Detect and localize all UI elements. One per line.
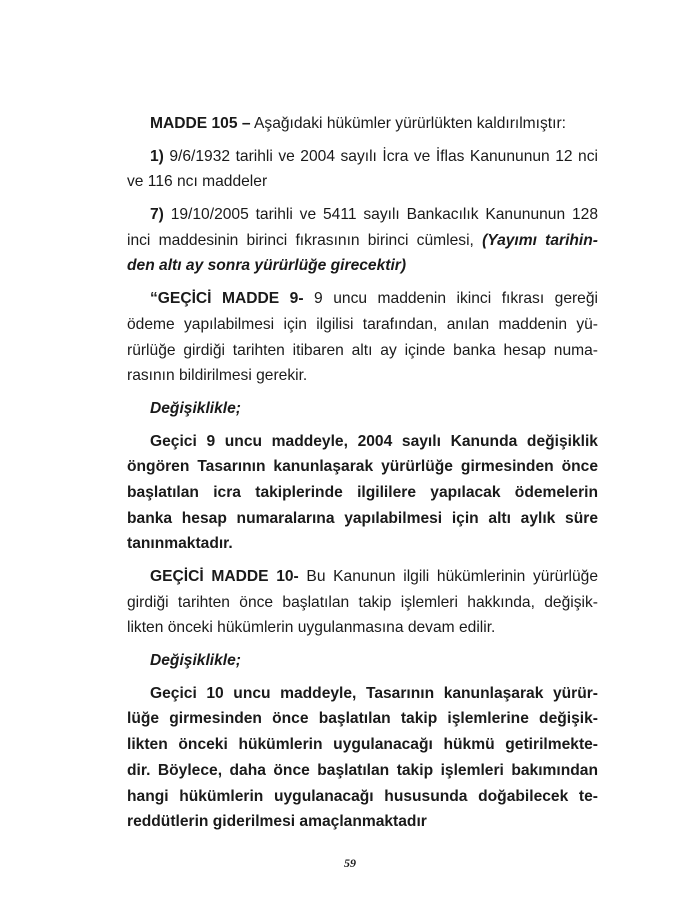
text-run: ve 116 ncı maddeler [127, 173, 268, 191]
text-line [127, 758, 598, 784]
text-line [127, 506, 598, 532]
text-line [127, 144, 598, 170]
paragraph-madde-105-item-7 [127, 202, 598, 279]
document-body [127, 111, 598, 842]
paragraph-degisiklikle-heading-1 [127, 396, 598, 422]
text-line [127, 732, 598, 758]
emphasized-text: Geçici 10 uncu maddeyle, Tasarının kanunlaşarak yürür- [150, 684, 598, 702]
text-line [127, 480, 598, 506]
text-line [127, 784, 598, 810]
text-line [127, 531, 598, 557]
text-run: Bu Kanunun ilgili hükümlerinin yürürlüğe [298, 568, 598, 585]
text-run: rürlüğe girdiği tarihten itibaren altı ay içinde banka hesap numa- [127, 341, 598, 359]
text-run: 9/6/1932 tarihli ve 2004 sayılı İcra ve İflas Kanununun 12 nci [163, 147, 598, 165]
emphasized-text: GEÇİCİ MADDE 10- [150, 568, 299, 585]
text-line [127, 202, 598, 228]
text-line [127, 706, 598, 732]
emphasized-text: banka hesap numaralarına yapılabilmesi için altı aylık süre [127, 509, 598, 527]
text-line [127, 253, 598, 279]
text-run: ödeme yapılabilmesi için ilgilisi tarafından, anılan maddenin yü- [127, 315, 598, 333]
text-line [127, 615, 598, 641]
emphasized-text: MADDE 105 – [150, 115, 251, 132]
emphasized-text: lüğe girmesinden önce başlatılan takip işlemlerine değişik- [127, 710, 598, 728]
paragraph-gecici-madde-10 [127, 564, 598, 641]
text-line [127, 338, 598, 364]
text-run: inci maddesinin birinci fıkrasının birinci cümlesi, [127, 231, 483, 249]
emphasized-text: dir. Böylece, daha önce başlatılan takip işlemleri bakımından [127, 761, 598, 779]
emphasized-text: başlatılan icra takiplerinde ilgililere yapılacak ödemelerin [127, 483, 598, 501]
emphasized-text: 1) [150, 147, 164, 165]
page-number: 59 [344, 856, 356, 870]
emphasized-text: likten önceki hükümlerin uygulanacağı hükmü getirilmekte- [127, 736, 598, 754]
emphasized-text: Geçici 9 uncu maddeyle, 2004 sayılı Kanunda değişiklik [150, 432, 598, 450]
paragraph-gecici-9-explanation [127, 429, 598, 557]
text-run: rasının bildirilmesi gerekir. [127, 367, 308, 385]
paragraph-madde-105-item-1 [127, 144, 598, 195]
text-line [127, 590, 598, 616]
emphasized-text: den altı ay sonra yürürlüğe girecektir) [127, 257, 407, 275]
text-line [127, 363, 598, 389]
emphasized-text: 7) [150, 206, 164, 224]
emphasized-text: hangi hükümlerin uygulanacağı hususunda doğabilecek te- [127, 787, 598, 805]
emphasized-text: öngören Tasarının kanunlaşarak yürürlüğe girmesinden önce [127, 458, 598, 476]
paragraph-gecici-10-explanation [127, 681, 598, 835]
emphasized-text: Değişiklikle; [150, 652, 242, 670]
text-run: 9 uncu maddenin ikinci fıkrası gereği [303, 290, 598, 308]
text-line [127, 454, 598, 480]
text-line [127, 648, 598, 674]
text-line [127, 286, 598, 312]
text-line [127, 312, 598, 338]
text-line [127, 228, 598, 254]
emphasized-text: (Yayımı tarihin- [482, 231, 598, 249]
text-run: likten önceki hükümlerin uygulanmasına devam edilir. [127, 619, 496, 637]
paragraph-madde-105 [127, 111, 598, 137]
emphasized-text: tanınmaktadır. [127, 535, 233, 553]
text-line [127, 681, 598, 707]
text-run: 19/10/2005 tarihli ve 5411 sayılı Bankacılık Kanununun 128 [163, 206, 598, 224]
text-line [127, 169, 598, 195]
text-line [127, 809, 598, 835]
text-line [127, 111, 598, 137]
text-run: Aşağıdaki hükümler yürürlükten kaldırılmıştır: [250, 115, 566, 132]
text-line [127, 429, 598, 455]
paragraph-gecici-madde-9 [127, 286, 598, 389]
text-line [127, 396, 598, 422]
emphasized-text: reddütlerin giderilmesi amaçlanmaktadır [127, 813, 427, 831]
paragraph-degisiklikle-heading-2 [127, 648, 598, 674]
emphasized-text: Değişiklikle; [150, 399, 242, 417]
text-run: girdiği tarihten önce başlatılan takip işlemleri hakkında, değişik- [127, 593, 598, 611]
text-line [127, 564, 598, 590]
emphasized-text: “GEÇİCİ MADDE 9- [150, 290, 304, 308]
